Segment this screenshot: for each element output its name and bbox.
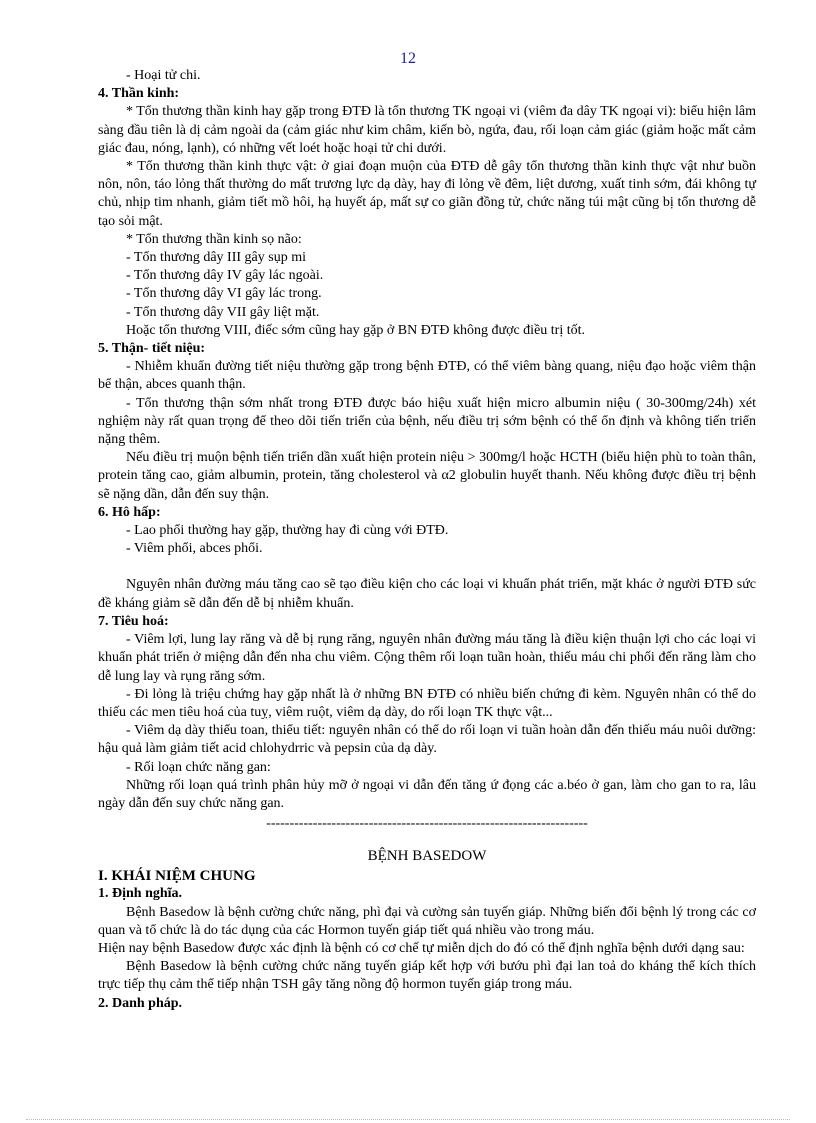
heading: 1. Định nghĩa. xyxy=(98,886,183,902)
page-number: 12 xyxy=(400,50,416,67)
paragraph: - Viêm phổi, abces phổi. xyxy=(126,541,263,557)
separator-line: --------------------------------------------------------------------- xyxy=(266,816,588,832)
complications-section xyxy=(98,67,756,813)
paragraph: - Nhiễm khuẩn đường tiết niệu thường gặp trong bệnh ĐTĐ, có thể viêm bàng quang, niệu đạo hoặc viêm thận bể thận, abces quanh thận. xyxy=(98,359,756,393)
paragraph: - Viêm dạ dày thiểu toan, thiểu tiết: nguyên nhân có thể do rối loạn vi tuần hoàn dẫn đến thiếu máu nuôi dưỡng: hậu quả làm giảm tiết acid chlohydrric và pepsin của dạ dày. xyxy=(98,723,756,757)
paragraph: - Tổn thương dây IV gây lác ngoài. xyxy=(126,268,324,284)
paragraph: Nếu điều trị muộn bệnh tiến triển dần xuất hiện protein niệu > 300mg/l hoặc HCTH (biểu hiện phù to toàn thân, protein tăng cao, giảm albumin, protein, tăng cholesterol và α2 globulin huyết thanh. Nếu không được điều trị bệnh sẽ nặng dần, dẫn đến suy thận. xyxy=(98,450,756,502)
paragraph: - Tổn thương dây VII gây liệt mặt. xyxy=(126,304,320,320)
heading: 6. Hô hấp: xyxy=(98,504,161,520)
paragraph: Nguyên nhân đường máu tăng cao sẽ tạo điều kiện cho các loại vi khuẩn phát triển, mặt khác ở người ĐTĐ sức đề kháng giảm sẽ dẫn đến dễ bị nhiễm khuẩn. xyxy=(98,577,756,611)
heading: 4. Thần kinh: xyxy=(98,86,180,102)
paragraph: * Tổn thương thần kinh hay gặp trong ĐTĐ là tổn thương TK ngoại vi (viêm đa dây TK ngoại vi): biểu hiện lâm sàng đầu tiên là dị cảm ngoài da (cảm giác như kim châm, kiến bò, ngứa, đau, rối loạn cảm giác (giảm hoặc mất cảm giác đau, nóng, lạnh), có những vết loét hoặc hoại tử chi dưới. xyxy=(98,104,756,156)
paragraph: - Hoại tử chi. xyxy=(126,68,201,83)
heading: 2. Danh pháp. xyxy=(98,995,183,1011)
paragraph: * Tổn thương thần kinh sọ não: xyxy=(126,231,302,247)
heading: 5. Thận- tiết niệu: xyxy=(98,341,206,357)
paragraph: - Đi lỏng là triệu chứng hay gặp nhất là ở những BN ĐTĐ có nhiều biến chứng đi kèm. Nguyên nhân có thể do thiếu các men tiêu hoá của tuỵ, viêm ruột, viêm dạ dày, do rối loạn TK thực vật... xyxy=(98,686,756,720)
paragraph: Hiện nay bệnh Basedow được xác định là bệnh có cơ chế tự miễn dịch do đó có thể định nghĩa bệnh dưới dạng sau: xyxy=(98,940,745,956)
paragraph: - Lao phổi thường hay gặp, thường hay đi cùng với ĐTĐ. xyxy=(126,523,449,539)
page-bottom-border xyxy=(26,1119,790,1120)
paragraph: - Viêm lợi, lung lay răng và dễ bị rụng răng, nguyên nhân đường máu tăng là điều kiện thuận lợi cho các loại vi khuẩn phát triển ở miệng dẫn đến nha chu viêm. Cộng thêm rối loạn tuần hoàn, thiếu máu chi phối đến răng làm cho dễ lung lay và rụng răng sớm. xyxy=(98,632,756,684)
heading: 7. Tiêu hoá: xyxy=(98,613,169,629)
paragraph: Bệnh Basedow là bệnh cường chức năng tuyến giáp kết hợp với bướu phì đại lan toả do kháng thể kích thích trực tiếp thụ cảm thể tiếp nhận TSH gây tăng nồng độ hormon tuyến giáp trong máu. xyxy=(98,959,756,993)
basedow-section xyxy=(98,867,756,1013)
paragraph: - Rối loạn chức năng gan: xyxy=(126,759,271,775)
paragraph: - Tổn thương dây VI gây lác trong. xyxy=(126,286,322,302)
paragraph: - Tổn thương thận sớm nhất trong ĐTĐ được báo hiệu xuất hiện micro albumin niệu ( 30-300mg/24h) xét nghiệm này rất quan trọng để theo dõi tiến triển của bệnh, nếu điều trị sớm bệnh có thể ổn định và không tiến triển nặng thêm. xyxy=(98,395,756,448)
paragraph: * Tổn thương thần kinh thực vật: ở giai đoạn muộn của ĐTĐ dễ gây tổn thương thần kinh thực vật như buồn nôn, nôn, táo lỏng thất thường do mất trương lực dạ dày, hay đi lỏng về đêm, liệt dương, xuất tinh sớm, đái không tự chủ, nhịp tim nhanh, giảm tiết mồ hôi, hạ huyết áp, mất sự co giãn đồng tử, chức năng túi mật cũng bị tổn thương dễ tạo sỏi mật. xyxy=(98,159,756,229)
paragraph: Bệnh Basedow là bệnh cường chức năng, phì đại và cường sản tuyến giáp. Những biến đổi bệnh lý trong các cơ quan và tổ chức là do tác dụng của các Hormon tuyến giáp tiết quá nhiều vào trong máu. xyxy=(98,904,756,938)
paragraph: Những rối loạn quá trình phân hủy mỡ ở ngoại vi dẫn đến tăng ứ đọng các a.béo ở gan, làm cho gan to ra, lâu ngày dẫn đến suy chức năng gan. xyxy=(98,777,756,811)
heading: I. KHÁI NIỆM CHUNG xyxy=(98,868,256,885)
paragraph: Hoặc tổn thương VIII, điếc sớm cũng hay gặp ở BN ĐTĐ không được điều trị tốt. xyxy=(126,322,586,338)
spacer xyxy=(98,558,756,576)
paragraph: - Tổn thương dây III gây sụp mi xyxy=(126,250,306,266)
section-title: BỆNH BASEDOW xyxy=(367,848,487,865)
document-body xyxy=(98,67,756,1013)
